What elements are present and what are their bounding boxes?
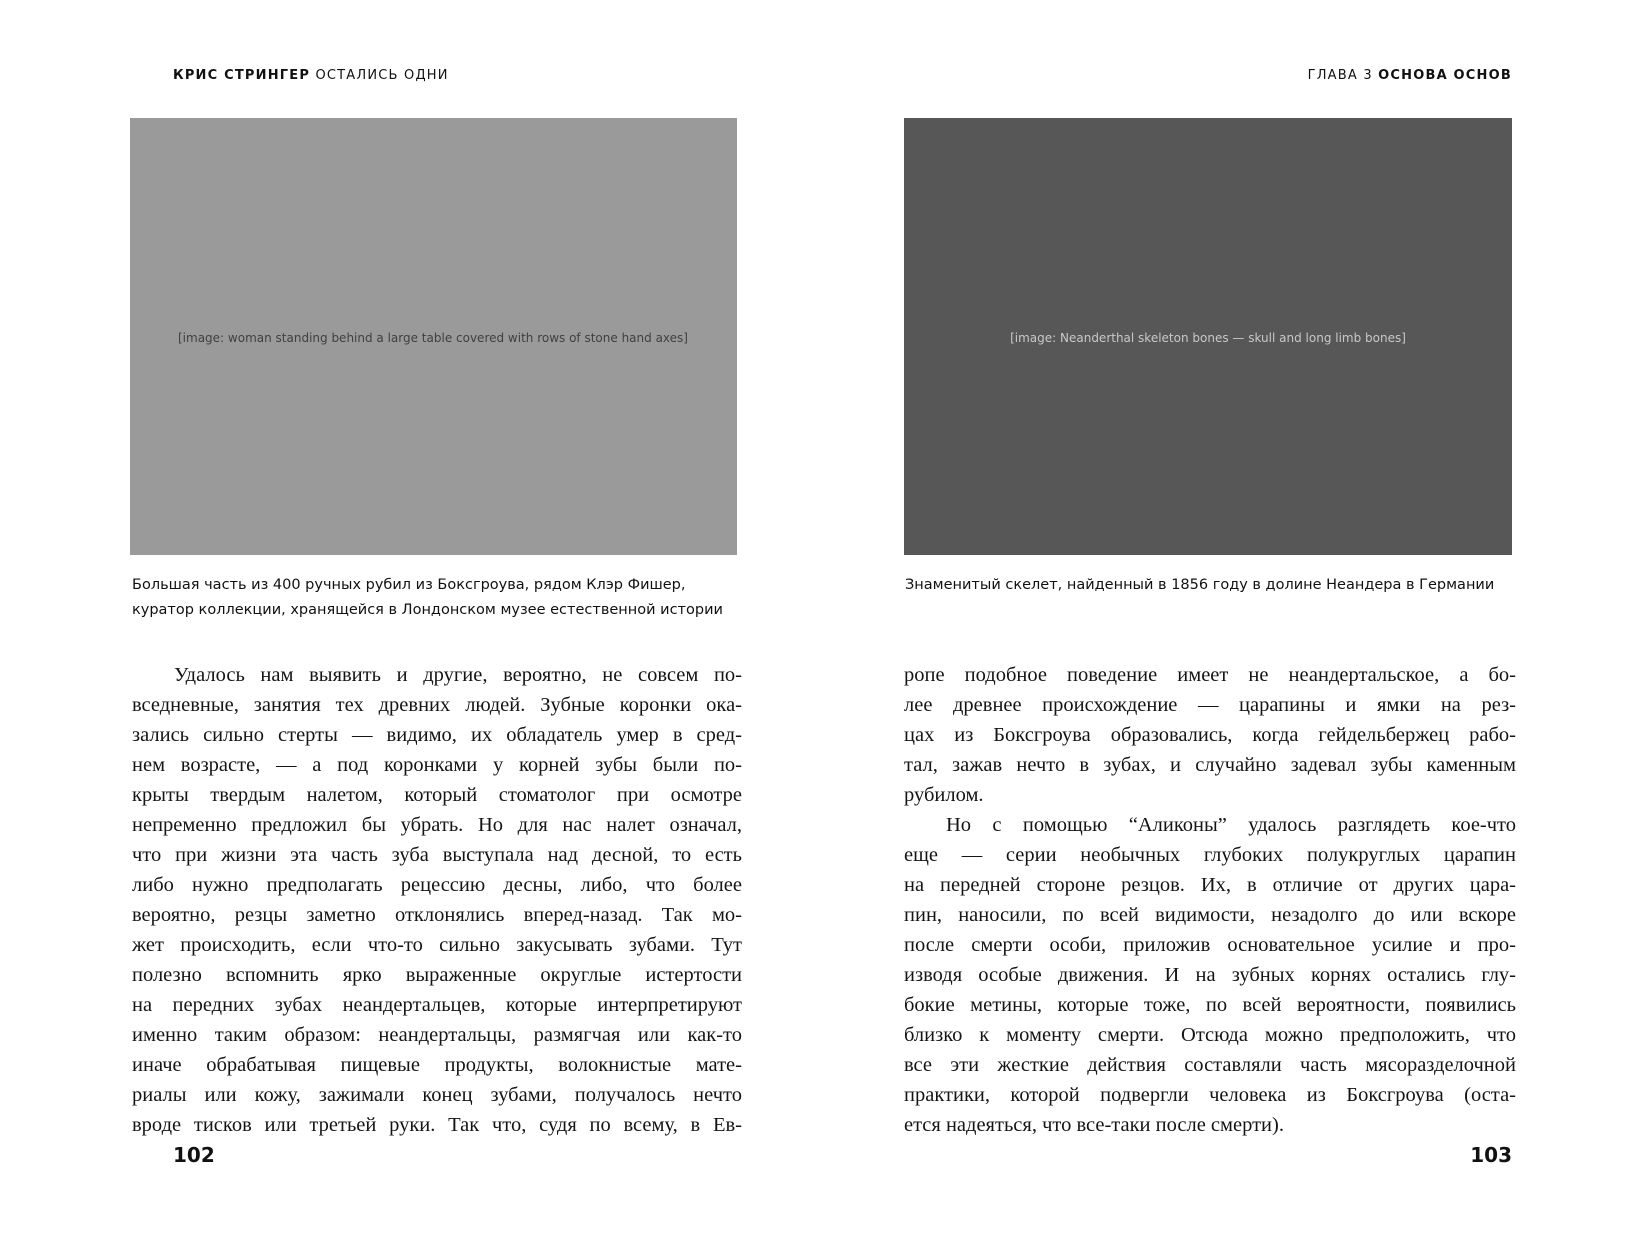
text-line: непременно предложил бы убрать. Но для нас налет означал, — [132, 814, 742, 836]
photo-hand-axes — [130, 118, 737, 555]
text-line: нем возрасте, — а под коронками у корней зубы были по- — [132, 754, 742, 776]
text-line: близко к моменту смерти. Отсюда можно предположить, что — [904, 1024, 1516, 1046]
text-line: вероятно, резцы заметно отклонялись вперед-назад. Так мо- — [132, 904, 742, 926]
text-line: вроде тисков или третьей руки. Так что, судя по всему, в Ев- — [132, 1114, 742, 1136]
text-line: что при жизни эта часть зуба выступала над десной, то есть — [132, 844, 742, 866]
text-line: все эти жесткие действия составляли часть мясоразделочной — [904, 1054, 1516, 1076]
body-text-right — [904, 660, 1516, 1140]
text-line: пин, наносили, по всей видимости, незадолго до или вскоре — [904, 904, 1516, 926]
caption-line: Знаменитый скелет, найденный в 1856 году в долине Неандера в Германии — [905, 577, 1495, 593]
photo-neanderthal-skeleton-alt: [image: Neanderthal skeleton bones — skull and long limb bones] — [1010, 331, 1406, 345]
text-line: изводя особые движения. И на зубных корнях остались глу- — [904, 964, 1516, 986]
caption-left — [132, 573, 752, 623]
page-number: 103 — [1470, 1143, 1512, 1167]
text-line: риалы или кожу, зажимали конец зубами, получалось нечто — [132, 1084, 742, 1106]
text-line: Удалось нам выявить и другие, вероятно, не совсем по- — [174, 664, 742, 686]
page-number: 102 — [173, 1143, 215, 1167]
text-line: крыты твердым налетом, который стоматолог при осмотре — [132, 784, 742, 806]
text-line: полезно вспомнить ярко выраженные округлые истертости — [132, 964, 742, 986]
text-line: ропе подобное поведение имеет не неандертальское, а бо- — [904, 664, 1516, 686]
running-head-chapter: ГЛАВА 3 — [1307, 68, 1373, 83]
text-line: жет происходить, если что-то сильно закусывать зубами. Тут — [132, 934, 742, 956]
text-line: на передней стороне резцов. Их, в отличие от других цара- — [904, 874, 1516, 896]
photo-neanderthal-skeleton-placeholder — [904, 118, 1512, 555]
photo-hand-axes-placeholder — [130, 118, 737, 555]
text-line: иначе обрабатывая пищевые продукты, волокнистые мате- — [132, 1054, 742, 1076]
running-head-author: КРИС СТРИНГЕР — [173, 68, 311, 83]
photo-neanderthal-skeleton — [904, 118, 1512, 555]
text-line: ется надеяться, что все-таки после смерти). — [904, 1114, 1284, 1136]
body-text-left — [132, 660, 742, 1140]
running-head-left — [173, 68, 449, 83]
running-head-title: ОСНОВА ОСНОВ — [1378, 68, 1512, 83]
photo-hand-axes-alt: [image: woman standing behind a large table covered with rows of stone hand axes] — [178, 331, 688, 345]
text-line: лее древнее происхождение — царапины и ямки на рез- — [904, 694, 1516, 716]
right-page — [815, 0, 1630, 1252]
running-head-title: ОСТАЛИСЬ ОДНИ — [315, 68, 449, 83]
text-line: вседневные, занятия тех древних людей. Зубные коронки ока- — [132, 694, 742, 716]
text-line: Но с помощью “Аликоны” удалось разглядеть кое-что — [946, 814, 1516, 836]
text-line: на передних зубах неандертальцев, которые интерпретируют — [132, 994, 742, 1016]
text-line: либо нужно предполагать рецессию десны, либо, что более — [132, 874, 742, 896]
text-line: зались сильно стерты — видимо, их обладатель умер в сред- — [132, 724, 742, 746]
text-line: цах из Боксгроува образовались, когда гейдельбержец рабо- — [904, 724, 1516, 746]
caption-right — [905, 573, 1545, 598]
text-line: практики, которой подвергли человека из Боксгроува (оста- — [904, 1084, 1516, 1106]
running-head-right — [1308, 68, 1512, 83]
text-line: после смерти особи, приложив основательное усилие и про- — [904, 934, 1516, 956]
text-line: рубилом. — [904, 784, 984, 806]
text-line: тал, зажав нечто в зубах, и случайно задевал зубы каменным — [904, 754, 1516, 776]
text-line: еще — серии необычных глубоких полукруглых царапин — [904, 844, 1516, 866]
caption-line: куратор коллекции, хранящейся в Лондонском музее естественной истории — [132, 602, 723, 618]
caption-line: Большая часть из 400 ручных рубил из Боксгроува, рядом Клэр Фишер, — [132, 577, 686, 593]
text-line: бокие метины, которые тоже, по всей вероятности, появились — [904, 994, 1516, 1016]
text-line: именно таким образом: неандертальцы, размягчая или как-то — [132, 1024, 742, 1046]
